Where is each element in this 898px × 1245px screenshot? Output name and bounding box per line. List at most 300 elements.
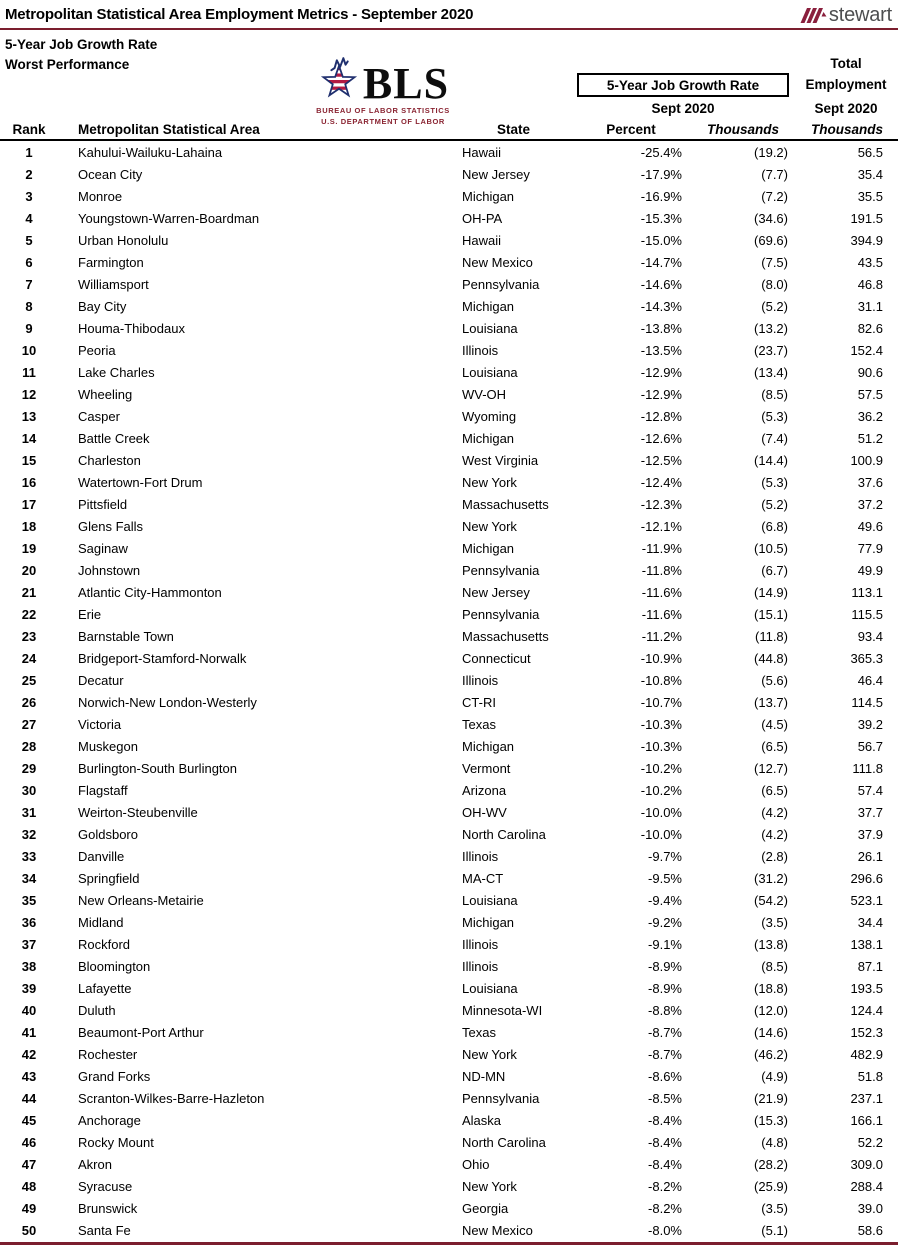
cell-total-employment: 43.5 [857,254,883,270]
cell-growth-percent: -9.1% [648,936,682,952]
col-header-area: Metropolitan Statistical Area [78,122,260,137]
cell-rank: 7 [25,276,33,292]
cell-rank: 29 [21,760,37,776]
cell-rank: 32 [21,826,37,842]
cell-state: Illinois [462,342,499,358]
cell-growth-thousands: (13.7) [754,694,788,710]
cell-metro-area: Saginaw [78,540,128,556]
col-header-state: State [496,122,530,137]
cell-total-employment: 111.8 [852,760,883,776]
cell-rank: 42 [21,1046,37,1062]
cell-state: Alaska [462,1112,502,1128]
cell-total-employment: 77.9 [857,540,883,556]
cell-metro-area: Muskegon [78,738,138,754]
cell-metro-area: Bridgeport-Stamford-Norwalk [78,650,247,666]
cell-growth-thousands: (15.1) [754,606,788,622]
cell-state: Michigan [462,188,515,204]
cell-growth-percent: -14.6% [640,276,682,292]
cell-state: Michigan [462,430,515,446]
cell-growth-percent: -8.9% [648,958,682,974]
cell-metro-area: Glens Falls [78,518,144,534]
cell-state: Hawaii [462,144,502,160]
cell-state: Illinois [462,672,499,688]
cell-state: Texas [462,1024,496,1040]
table-row [0,911,898,933]
cell-rank: 3 [25,188,33,204]
table-row [0,647,898,669]
cell-rank: 39 [21,980,37,996]
cell-total-employment: 57.5 [857,386,883,402]
cell-rank: 48 [21,1178,37,1194]
cell-growth-percent: -25.4% [640,144,682,160]
cell-total-employment: 100.9 [850,452,883,468]
page-title: Metropolitan Statistical Area Employment Metrics - September 2020 [5,6,474,23]
table-row [0,405,898,427]
cell-rank: 22 [21,606,37,622]
cell-growth-thousands: (3.5) [761,1200,788,1216]
cell-rank: 37 [21,936,37,952]
cell-rank: 23 [21,628,37,644]
cell-growth-thousands: (19.2) [754,144,788,160]
cell-total-employment: 138.1 [850,936,883,952]
cell-metro-area: Rockford [78,936,131,952]
table-body [0,141,898,1241]
cell-state: Minnesota-WI [462,1002,543,1018]
cell-rank: 24 [21,650,37,666]
cell-growth-thousands: (6.8) [761,518,788,534]
cell-growth-thousands: (14.9) [754,584,788,600]
table-row [0,163,898,185]
cell-growth-thousands: (28.2) [754,1156,788,1172]
cell-rank: 50 [21,1222,37,1238]
cell-growth-percent: -8.2% [648,1200,682,1216]
subtitle-line-2: Worst Performance [5,57,130,72]
cell-total-employment: 37.7 [857,804,883,820]
cell-growth-percent: -17.9% [640,166,682,182]
cell-growth-percent: -13.8% [640,320,682,336]
growth-rate-group-header: 5-Year Job Growth Rate [577,73,789,97]
cell-rank: 16 [21,474,37,490]
cell-state: Texas [462,716,496,732]
cell-growth-thousands: (10.5) [754,540,788,556]
cell-metro-area: Goldsboro [78,826,138,842]
cell-growth-thousands: (5.1) [761,1222,788,1238]
cell-state: OH-WV [462,804,507,820]
growth-period-label: Sept 2020 [651,101,715,116]
cell-total-employment: 115.5 [851,606,883,622]
cell-metro-area: Bloomington [78,958,151,974]
cell-growth-percent: -11.6% [641,606,682,622]
cell-metro-area: Beaumont-Port Arthur [78,1024,204,1040]
cell-growth-thousands: (3.5) [761,914,788,930]
cell-total-employment: 394.9 [850,232,883,248]
table-row [0,1175,898,1197]
cell-rank: 8 [25,298,33,314]
table-row [0,845,898,867]
cell-metro-area: Bay City [78,298,127,314]
cell-state: Michigan [462,540,515,556]
table-row [0,669,898,691]
cell-state: MA-CT [462,870,504,886]
cell-metro-area: Decatur [78,672,124,688]
total-period-label: Sept 2020 [814,101,878,116]
cell-state: Pennsylvania [462,1090,540,1106]
cell-growth-percent: -9.2% [648,914,682,930]
cell-state: New Mexico [462,254,533,270]
col-header-percent: Percent [606,122,656,137]
cell-growth-thousands: (13.8) [754,936,788,952]
table-row [0,867,898,889]
table-row [0,361,898,383]
cell-total-employment: 51.8 [857,1068,883,1084]
cell-metro-area: Ocean City [78,166,143,182]
table-row [0,757,898,779]
cell-total-employment: 37.9 [857,826,883,842]
table-row [0,1131,898,1153]
cell-rank: 2 [25,166,33,182]
cell-growth-thousands: (4.9) [761,1068,788,1084]
cell-state: Illinois [462,848,499,864]
title-divider [0,28,898,30]
table-row [0,1153,898,1175]
table-row [0,1197,898,1219]
cell-growth-thousands: (5.2) [761,298,788,314]
cell-growth-percent: -9.4% [648,892,682,908]
cell-growth-thousands: (8.0) [761,276,788,292]
total-employment-group-header [796,53,896,95]
cell-growth-thousands: (13.2) [754,320,788,336]
cell-rank: 12 [21,386,37,402]
cell-growth-thousands: (8.5) [761,958,788,974]
cell-metro-area: Akron [78,1156,112,1172]
cell-growth-thousands: (4.8) [761,1134,788,1150]
cell-total-employment: 46.8 [857,276,883,292]
cell-total-employment: 31.1 [857,298,883,314]
cell-growth-percent: -12.5% [640,452,682,468]
cell-state: Illinois [462,958,499,974]
subtitle-line-1: 5-Year Job Growth Rate [5,37,158,52]
cell-metro-area: Johnstown [78,562,141,578]
cell-rank: 21 [21,584,37,600]
cell-growth-thousands: (21.9) [754,1090,788,1106]
table-row [0,625,898,647]
cell-total-employment: 87.1 [857,958,883,974]
cell-metro-area: Kahului-Wailuku-Lahaina [78,144,223,160]
cell-growth-percent: -8.6% [648,1068,682,1084]
cell-total-employment: 39.0 [857,1200,883,1216]
table-row [0,713,898,735]
cell-total-employment: 35.5 [857,188,883,204]
col-header-change-thousands: Thousands [706,122,779,137]
cell-rank: 34 [21,870,37,886]
cell-total-employment: 193.5 [850,980,883,996]
cell-metro-area: New Orleans-Metairie [78,892,204,908]
cell-growth-percent: -10.2% [640,760,682,776]
cell-total-employment: 90.6 [857,364,883,380]
cell-metro-area: Watertown-Fort Drum [78,474,203,490]
cell-growth-percent: -12.6% [640,430,682,446]
cell-growth-thousands: (8.5) [761,386,788,402]
cell-state: Michigan [462,738,515,754]
cell-metro-area: Rocky Mount [78,1134,154,1150]
cell-growth-percent: -11.6% [641,584,682,600]
bls-logo [310,56,456,126]
cell-rank: 41 [21,1024,37,1040]
cell-total-employment: 34.4 [857,914,883,930]
cell-metro-area: Victoria [78,716,122,732]
cell-total-employment: 309.0 [850,1156,883,1172]
cell-growth-percent: -8.8% [648,1002,682,1018]
cell-growth-thousands: (14.4) [754,452,788,468]
cell-growth-percent: -15.0% [640,232,682,248]
cell-rank: 36 [21,914,37,930]
cell-rank: 11 [22,364,36,380]
table-row [0,955,898,977]
table-row [0,801,898,823]
cell-growth-percent: -13.5% [640,342,682,358]
col-header-total-thousands: Thousands [810,122,883,137]
bls-acronym: BLS [362,59,450,108]
table-row [0,779,898,801]
bls-org-line-1: BUREAU OF LABOR STATISTICS [316,106,450,115]
cell-total-employment: 35.4 [857,166,883,182]
cell-metro-area: Williamsport [78,276,149,292]
cell-growth-percent: -10.0% [640,826,682,842]
cell-total-employment: 36.2 [857,408,883,424]
cell-growth-thousands: (14.6) [754,1024,788,1040]
table-row [0,427,898,449]
table-row [0,559,898,581]
table-header-row [0,119,898,141]
cell-state: Pennsylvania [462,276,540,292]
cell-metro-area: Anchorage [78,1112,141,1128]
cell-metro-area: Houma-Thibodaux [78,320,185,336]
cell-growth-thousands: (5.3) [761,474,788,490]
cell-metro-area: Syracuse [78,1178,133,1194]
cell-growth-percent: -12.4% [640,474,682,490]
cell-rank: 14 [21,430,37,446]
table-row [0,273,898,295]
cell-metro-area: Youngstown-Warren-Boardman [78,210,260,226]
table-row [0,339,898,361]
cell-metro-area: Monroe [78,188,123,204]
cell-state: Pennsylvania [462,606,540,622]
cell-rank: 28 [21,738,37,754]
cell-state: New Jersey [462,166,530,182]
cell-rank: 45 [21,1112,37,1128]
cell-metro-area: Grand Forks [78,1068,151,1084]
cell-rank: 46 [21,1134,37,1150]
cell-growth-percent: -12.8% [640,408,682,424]
cell-growth-thousands: (7.4) [761,430,788,446]
cell-metro-area: Atlantic City-Hammonton [78,584,222,600]
cell-total-employment: 26.1 [857,848,883,864]
cell-metro-area: Scranton-Wilkes-Barre-Hazleton [78,1090,265,1106]
cell-metro-area: Battle Creek [78,430,150,446]
table-row [0,251,898,273]
cell-state: North Carolina [462,826,546,842]
cell-metro-area: Danville [78,848,125,864]
stewart-slashes-icon [800,7,827,24]
cell-growth-percent: -8.0% [648,1222,682,1238]
table-row [0,1109,898,1131]
cell-total-employment: 296.6 [850,870,883,886]
cell-growth-percent: -9.7% [648,848,682,864]
cell-metro-area: Brunswick [78,1200,138,1216]
bls-org-line-2: U.S. DEPARTMENT OF LABOR [321,117,445,126]
cell-rank: 31 [21,804,37,820]
cell-growth-thousands: (12.7) [754,760,788,776]
cell-growth-thousands: (23.7) [754,342,788,358]
cell-state: Massachusetts [462,628,549,644]
cell-growth-percent: -11.8% [641,562,682,578]
cell-metro-area: Farmington [78,254,144,270]
cell-metro-area: Rochester [78,1046,138,1062]
cell-rank: 26 [21,694,37,710]
cell-state: Louisiana [462,980,518,996]
cell-total-employment: 482.9 [850,1046,883,1062]
cell-state: Louisiana [462,364,518,380]
cell-growth-percent: -10.7% [640,694,682,710]
cell-growth-percent: -8.4% [648,1156,682,1172]
cell-metro-area: Casper [78,408,120,424]
cell-growth-percent: -12.9% [640,386,682,402]
cell-growth-thousands: (13.4) [754,364,788,380]
cell-rank: 6 [25,254,33,270]
cell-metro-area: Santa Fe [78,1222,131,1238]
cell-metro-area: Urban Honolulu [78,232,169,248]
cell-growth-percent: -10.2% [640,782,682,798]
cell-total-employment: 124.4 [850,1002,883,1018]
table-row [0,185,898,207]
cell-metro-area: Burlington-South Burlington [78,760,237,776]
cell-total-employment: 56.5 [857,144,883,160]
cell-growth-percent: -9.5% [648,870,682,886]
cell-growth-percent: -10.9% [640,650,682,666]
cell-growth-thousands: (34.6) [754,210,788,226]
cell-state: New York [462,1046,517,1062]
table-row [0,889,898,911]
table-row [0,449,898,471]
cell-growth-thousands: (69.6) [754,232,788,248]
cell-metro-area: Pittsfield [78,496,128,512]
cell-rank: 44 [21,1090,37,1106]
cell-metro-area: Peoria [78,342,116,358]
cell-total-employment: 166.1 [850,1112,883,1128]
cell-rank: 47 [21,1156,37,1172]
cell-growth-thousands: (7.7) [761,166,788,182]
cell-total-employment: 237.1 [850,1090,883,1106]
cell-growth-percent: -8.5% [648,1090,682,1106]
cell-metro-area: Wheeling [78,386,133,402]
cell-growth-thousands: (31.2) [754,870,788,886]
table-row [0,207,898,229]
cell-growth-percent: -12.1% [640,518,682,534]
cell-state: New Mexico [462,1222,533,1238]
cell-state: CT-RI [462,694,496,710]
cell-growth-thousands: (12.0) [754,1002,788,1018]
cell-growth-percent: -10.3% [640,738,682,754]
cell-growth-percent: -12.9% [640,364,682,380]
table-row [0,1087,898,1109]
cell-metro-area: Charleston [78,452,141,468]
cell-growth-thousands: (25.9) [754,1178,788,1194]
cell-rank: 17 [21,496,37,512]
cell-rank: 13 [21,408,37,424]
cell-total-employment: 49.9 [857,562,883,578]
table-row [0,823,898,845]
cell-metro-area: Weirton-Steubenville [78,804,198,820]
cell-state: Georgia [462,1200,509,1216]
cell-state: New York [462,518,517,534]
cell-growth-thousands: (2.8) [761,848,788,864]
cell-total-employment: 365.3 [850,650,883,666]
cell-rank: 19 [21,540,37,556]
cell-metro-area: Duluth [78,1002,116,1018]
cell-rank: 49 [21,1200,37,1216]
cell-growth-percent: -8.2% [648,1178,682,1194]
cell-total-employment: 288.4 [850,1178,883,1194]
cell-growth-thousands: (46.2) [754,1046,788,1062]
cell-total-employment: 49.6 [857,518,883,534]
cell-growth-thousands: (6.5) [761,738,788,754]
cell-growth-percent: -11.9% [641,540,682,556]
cell-state: New York [462,1178,517,1194]
cell-metro-area: Lafayette [78,980,132,996]
cell-metro-area: Midland [78,914,124,930]
cell-growth-thousands: (5.3) [761,408,788,424]
table-row [0,603,898,625]
cell-total-employment: 152.4 [850,342,883,358]
cell-rank: 38 [21,958,37,974]
cell-growth-thousands: (6.5) [761,782,788,798]
cell-total-employment: 52.2 [857,1134,883,1150]
table-row [0,383,898,405]
cell-metro-area: Flagstaff [78,782,128,798]
table-row [0,537,898,559]
cell-state: Hawaii [462,232,502,248]
cell-growth-percent: -8.4% [648,1112,682,1128]
cell-growth-percent: -8.4% [648,1134,682,1150]
table-row [0,295,898,317]
table-row [0,933,898,955]
cell-rank: 33 [21,848,37,864]
cell-growth-percent: -15.3% [640,210,682,226]
cell-growth-percent: -8.9% [648,980,682,996]
cell-rank: 30 [21,782,37,798]
cell-total-employment: 57.4 [857,782,883,798]
cell-state: OH-PA [462,210,503,226]
cell-growth-percent: -11.2% [641,628,682,644]
table-row [0,1021,898,1043]
cell-total-employment: 37.2 [857,496,883,512]
cell-state: WV-OH [462,386,507,402]
cell-total-employment: 93.4 [857,628,883,644]
cell-total-employment: 39.2 [857,716,883,732]
cell-metro-area: Barnstable Town [78,628,174,644]
cell-state: West Virginia [462,452,539,468]
cell-growth-thousands: (15.3) [754,1112,788,1128]
table-row [0,1219,898,1241]
cell-state: Pennsylvania [462,562,540,578]
stewart-wordmark: stewart [828,4,892,26]
cell-rank: 27 [21,716,37,732]
cell-state: ND-MN [462,1068,506,1084]
bls-star-icon [317,56,361,104]
cell-metro-area: Erie [78,606,102,622]
cell-total-employment: 58.6 [857,1222,883,1238]
cell-growth-thousands: (7.2) [761,188,788,204]
